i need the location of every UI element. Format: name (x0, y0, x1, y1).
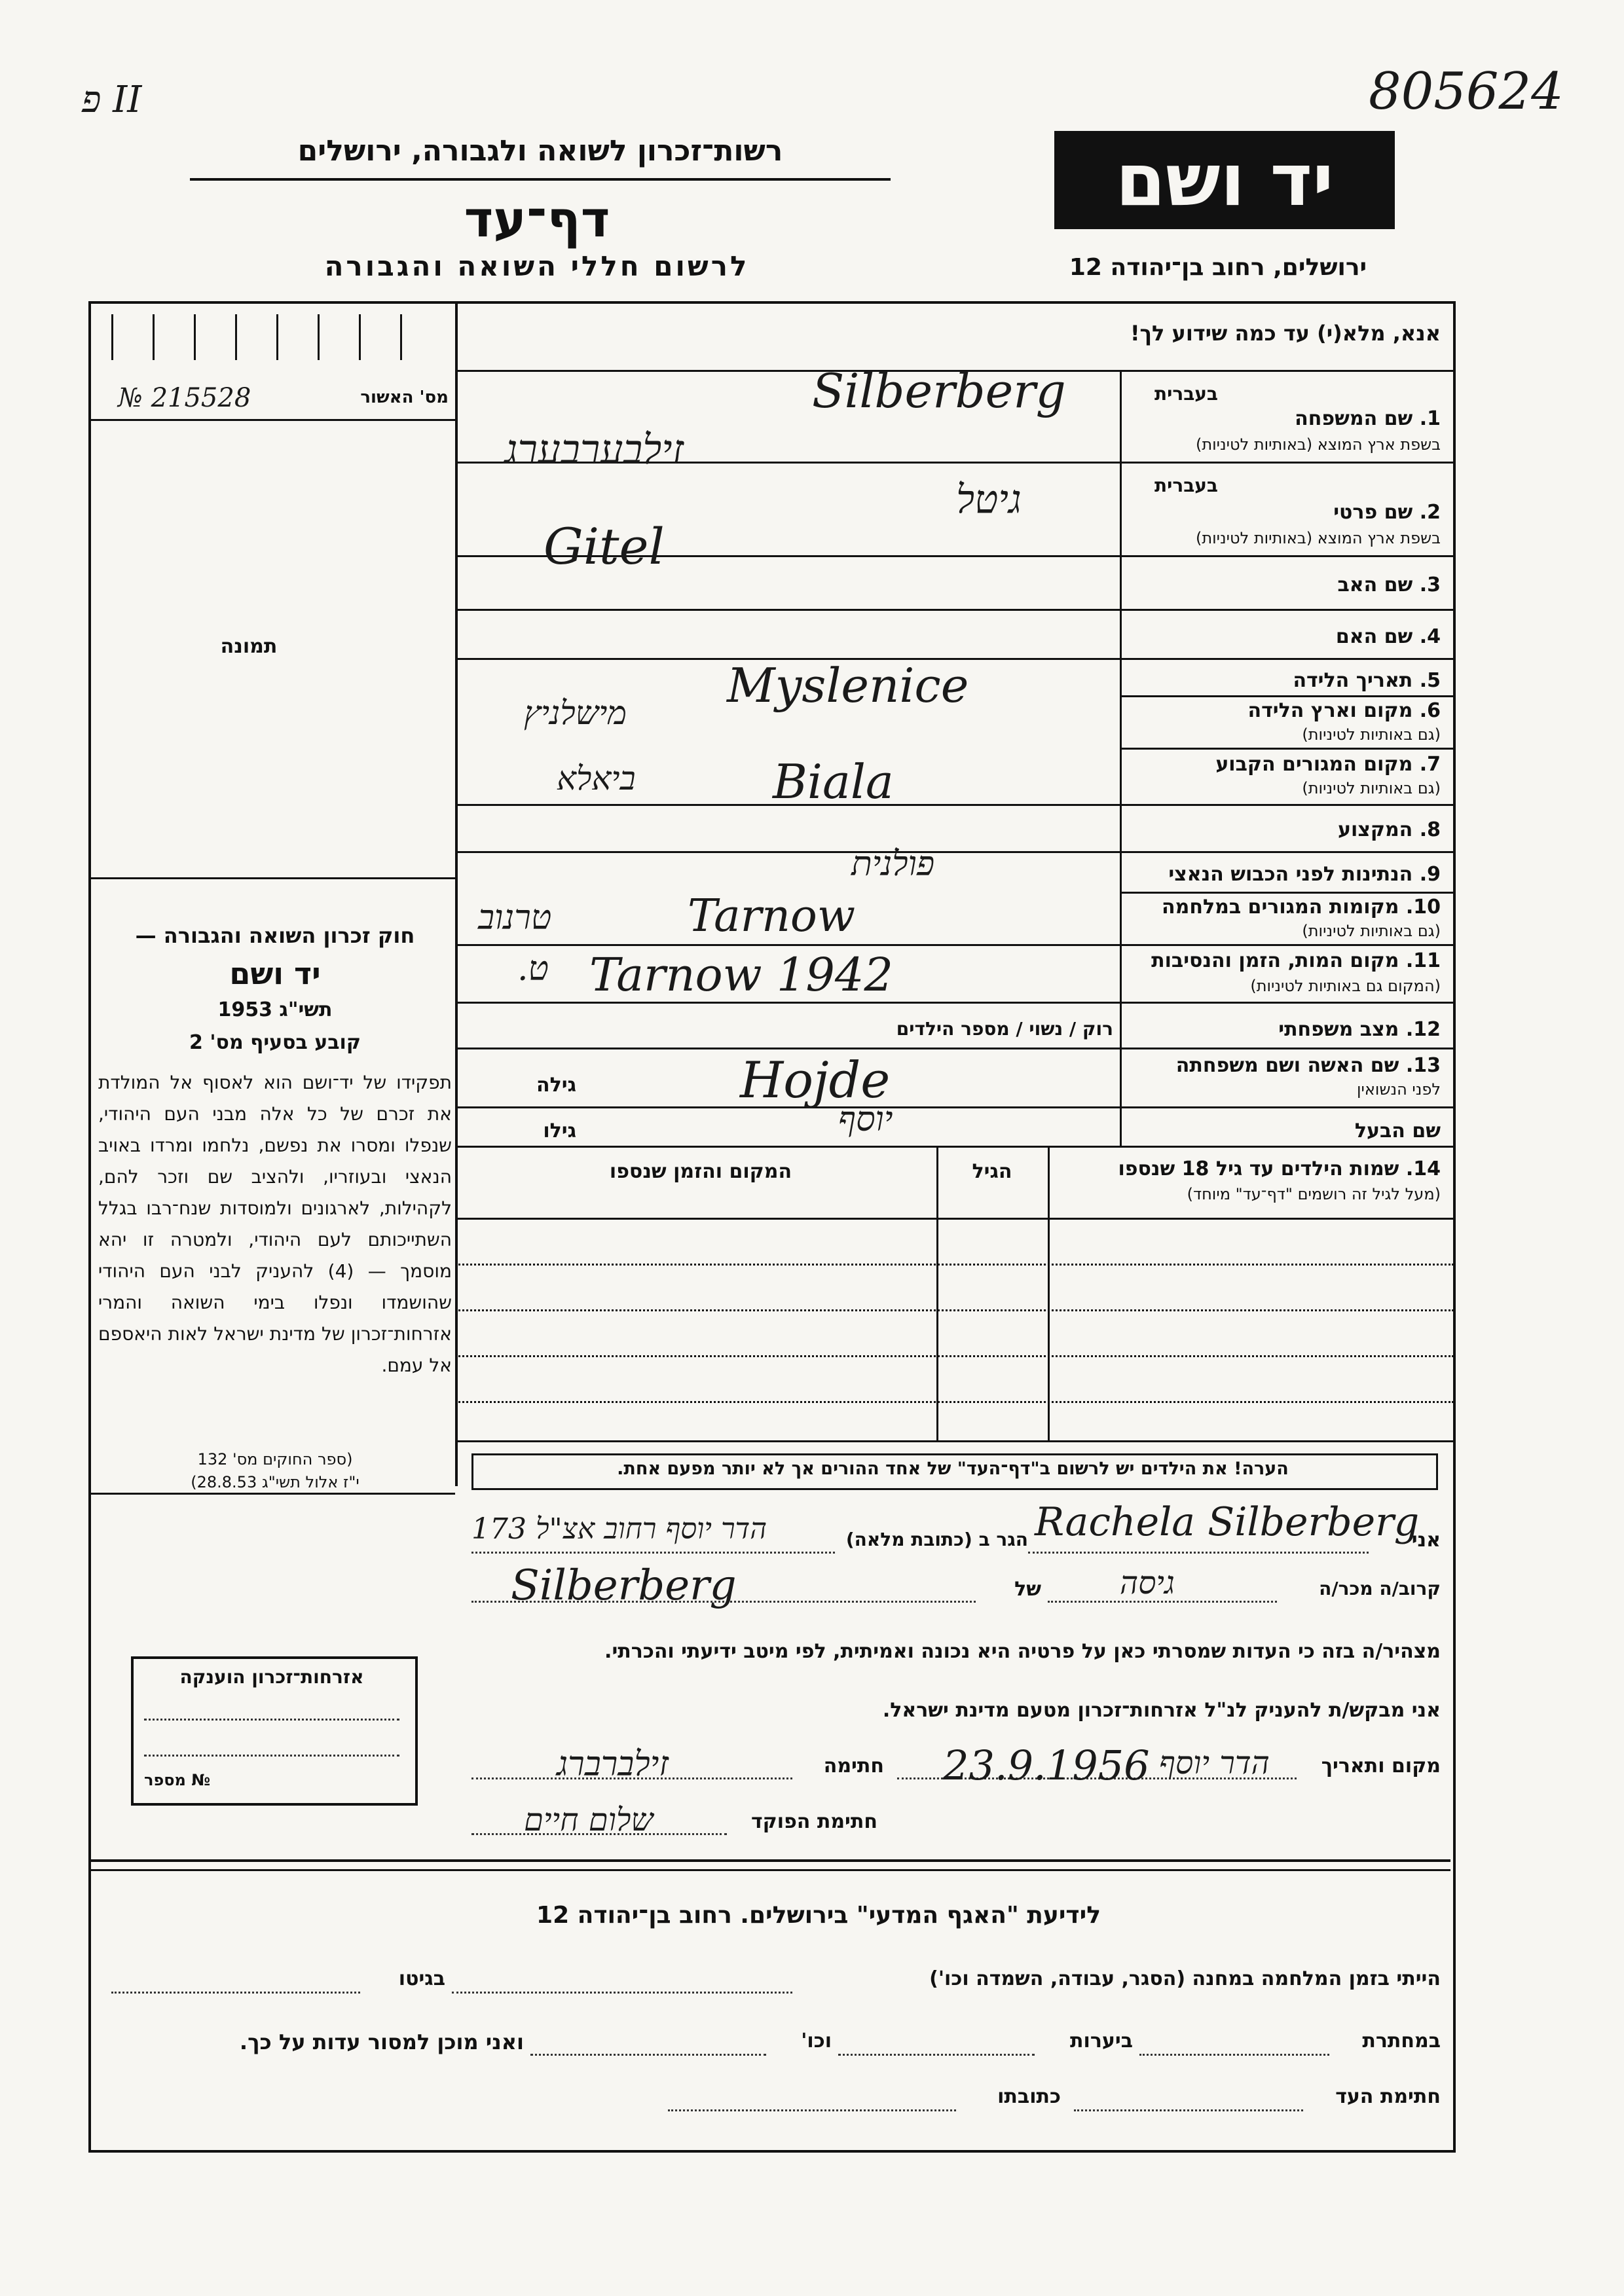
row-rule-12 (455, 1048, 1454, 1049)
hw-signature: זילברברג (557, 1745, 669, 1784)
hw-sig-place: הדר יוסף (1159, 1745, 1270, 1781)
footer-address: כתובתו (997, 2085, 1061, 2108)
authority-name: רשות־זכרון לשואה ולגבורה, ירושלים (297, 134, 783, 168)
law-year: תשי"ג 1953 (217, 998, 333, 1021)
hw-husband-name: יוסף (838, 1100, 893, 1139)
photo-label: תמונה (220, 635, 278, 658)
husband-label: שם הבעל (1354, 1120, 1441, 1142)
field-10-sub: (גם באותיות לטיניות) (1302, 922, 1441, 940)
law-name: יד ושם (229, 956, 321, 991)
footer-double-rule-1 (88, 1859, 1450, 1862)
footer-double-rule-2 (88, 1869, 1450, 1871)
hw-officer: שלום חיים (524, 1802, 654, 1838)
hw-war-residence-hebrew: טרנוב (478, 898, 552, 938)
hw-birthplace: Myslenice (727, 658, 969, 713)
children-age-col: הגיל (972, 1160, 1012, 1183)
hw-sig-date: 23.9.1956 (943, 1741, 1150, 1789)
field-10-label: 10. מקומות המגורים במלחמה (1162, 896, 1441, 919)
hw-declarant: Rachela Silberberg (1035, 1499, 1420, 1545)
children-col-divider-2 (936, 1146, 938, 1440)
wife-age-label: גילה (536, 1074, 576, 1097)
footer-underground: במחתרת (1362, 2030, 1441, 2052)
address: ירושלים, רחוב בן־יהודה 12 (1069, 254, 1367, 281)
request-text: אני מבקש/ת להעניק לנ"ל אזרחות־זכרון מטעם מדינת ישראל. (882, 1699, 1441, 1722)
field-11-sub: (המקום גם באותיות לטיניות) (1250, 977, 1441, 995)
field-1-label: 1. שם המשפחה (1295, 407, 1441, 430)
relative-label: קרוב/ה מכר/ה (1319, 1578, 1441, 1599)
children-table-bottom (455, 1440, 1454, 1442)
footer-title: לידיעת "האגף המדעי" בירושלים. רחוב בן־יהודה 12 (536, 1902, 1101, 1929)
law-clause: קובע בסעיף מס' 2 (189, 1031, 361, 1054)
children-row-4 (455, 1401, 1454, 1403)
field-14-sub: (מעל לגיל זה רושמים "דף־עד" מיוחד) (1187, 1185, 1441, 1203)
note: הערה! את הילדים יש לרשום ב"דף־העד" של אחד ההורים אך לא יותר מפעם אחת. (617, 1459, 1289, 1479)
address-line (471, 1552, 835, 1554)
field-3-label: 3. שם האב (1337, 574, 1441, 596)
row-rule-13 (455, 1106, 1454, 1108)
footer-ghetto: בגיטו (398, 1967, 445, 1990)
footer-witness-sig: חתימת העד (1335, 2085, 1441, 2108)
approval-number: № 215528 (118, 383, 251, 413)
form-title: דף־עד (464, 190, 610, 248)
hw-relative-of: Silberberg (511, 1561, 737, 1610)
approval-tick-boxes (111, 314, 441, 360)
hw-nationality: פולנית (851, 845, 935, 884)
footer-underground-line (1139, 2054, 1329, 2056)
law-text: תפקידו של יד־ושם הוא לאסוף אל המולדת את זכרם של כל אלה מבני העם היהודי, שנפלו ומסרו את נפשם, נלחמו ומרדו באויב הנאצי ובעוזריו, ולהציב שם וזכר להם, לקהילות, לארגונים ולמוסדות שנח־רבו בגלל השתייכותם לעם היהודי, ולמטרה זו יהא מוסמך — (4) להעניק לבני העם היהודי שהושמדו ונפלו בימי השואה והמרי אזרחות־זכרון של מדינת ישראל לאות היאספם אל עמם. (98, 1072, 452, 1376)
approval-rule (88, 419, 455, 421)
hw-residence: Biala (773, 754, 894, 809)
approval-label: מס' האשור (360, 388, 449, 407)
field-1-sub: בשפת ארץ המוצא (באותיות לטיניות) (1196, 435, 1441, 454)
hw-birthplace-hebrew: מישלניץ (524, 694, 627, 732)
form-subtitle: לרשום חללי השואה והגבורה (324, 250, 750, 282)
in-hebrew-2: בעברית (1154, 475, 1218, 496)
authority-underline (190, 178, 891, 181)
footer-forests-line (838, 2054, 1035, 2056)
footer-camp: הייתי בזמן המלחמה במחנה (הסגר, עבודה, השמדה וכו') (929, 1967, 1441, 1990)
row-rule-11 (455, 1002, 1454, 1004)
left-column-divider (455, 301, 458, 1486)
hw-given-latin: Gitel (544, 517, 665, 575)
field-8-label: 8. המקצוע (1338, 818, 1441, 841)
hw-relation: גיסה (1120, 1565, 1175, 1601)
hw-death-hebrew: ט. (517, 949, 549, 989)
row-rule-6 (1120, 748, 1454, 750)
stamp-number: מספר № (144, 1771, 211, 1789)
stamp-title: אזרחות־זכרון הוענקה (179, 1666, 364, 1688)
yad-vashem-logo: יד ושם (1054, 131, 1395, 229)
footer-camp-line (452, 1992, 792, 1994)
row-rule-5 (1120, 695, 1454, 697)
officer-sig-label: חתימת הפוקד (751, 1810, 877, 1833)
children-header-rule (455, 1218, 1454, 1220)
hw-war-residence: Tarnow (688, 890, 856, 942)
field-9-label: 9. הנתינות לפני הכבוש הנאצי (1168, 863, 1441, 886)
hw-death: Tarnow 1942 (589, 948, 893, 1002)
hw-surname-hebrew: זילבערבערג (504, 426, 684, 473)
law-source: (ספר החוקים מס' 132 (197, 1450, 353, 1468)
row-rule-14 (455, 1146, 1454, 1148)
footer-ghetto-line (111, 1992, 360, 1994)
row-rule-10 (455, 944, 1454, 946)
field-7-label: 7. מקום המגורים הקבוע (1215, 753, 1441, 776)
footer-witness-line (1074, 2109, 1303, 2111)
field-12-label: 12. מצב משפחתי (1278, 1018, 1441, 1041)
declaration-text: מצהיר/ה בזה כי העדות שמסרתי כאן על פרטיה היא נכונה ואמיתית, לפי מיטב ידיעתי והכרתי. (604, 1640, 1441, 1663)
footer-etc: וכו' (801, 2030, 832, 2052)
husband-age-label: גילו (543, 1120, 576, 1142)
field-6-sub: (גם באותיות לטיניות) (1302, 725, 1441, 744)
field-14-label: 14. שמות הילדים עד גיל 18 שנספו (1118, 1157, 1441, 1180)
footer-etc-line (530, 2054, 766, 2056)
field-11-label: 11. מקום המות, הזמן והנסיבות (1151, 949, 1441, 972)
hw-wife-name: Hojde (740, 1051, 891, 1109)
field-12-options: רוק / נשוי / מספר הילדים (896, 1018, 1113, 1040)
hw-given-hebrew: גיטל (956, 477, 1022, 522)
field-2-sub: בשפת ארץ המוצא (באותיות לטיניות) (1196, 529, 1441, 547)
hw-address: הדר יוסף רחוב אצ"ל 173 (471, 1512, 767, 1546)
stamp-line-1 (144, 1719, 399, 1721)
children-col-divider-1 (1048, 1146, 1050, 1440)
row-rule-7 (455, 804, 1454, 806)
in-hebrew-1: בעברית (1154, 383, 1218, 405)
law-source-date: י"ז אלול תשי"ג 28.8.53) (191, 1473, 360, 1491)
field-2-label: 2. שם פרטי (1333, 501, 1441, 524)
instruction: אנא, מלא(י) עד כמה שידוע לך! (1130, 321, 1441, 346)
children-place-col: המקום והזמן שנספו (609, 1160, 792, 1183)
field-7-sub: (גם באותיות לטיניות) (1302, 779, 1441, 797)
archive-number: 805624 (1369, 62, 1564, 121)
declarant-line (1028, 1552, 1369, 1554)
field-6-label: 6. מקום וארץ הלידה (1247, 699, 1441, 722)
i-label: אני (1411, 1529, 1441, 1552)
footer-address-line (668, 2109, 956, 2111)
hw-residence-hebrew: ביאלא (557, 759, 636, 797)
footer-ready: ואני מוכן למסור עדות על כך. (239, 2030, 524, 2054)
law-title: חוק זכרון השואה והגבורה — (135, 923, 415, 948)
label-column-divider (1120, 370, 1122, 1146)
children-row-1 (455, 1264, 1454, 1266)
place-date-label: מקום ותאריך (1321, 1755, 1441, 1777)
corner-mark: פ II (82, 79, 142, 121)
stamp-line-2 (144, 1755, 399, 1757)
signature-label: חתימה (823, 1755, 884, 1777)
hw-surname-latin: Silberberg (812, 363, 1066, 418)
of-label: של (1014, 1578, 1041, 1601)
field-5-label: 5. תאריך הלידה (1293, 669, 1441, 692)
field-13-label: 13. שם האשה ושם משפחתה (1175, 1054, 1441, 1077)
footer-forests: ביערות (1070, 2030, 1133, 2052)
row-rule-3 (455, 609, 1454, 611)
field-13-sub: לפני הנשואין (1356, 1080, 1441, 1099)
photo-bottom-rule (88, 877, 455, 879)
children-row-3 (455, 1355, 1454, 1357)
children-row-2 (455, 1309, 1454, 1311)
row-rule-8 (455, 851, 1454, 853)
row-rule-9 (1120, 892, 1454, 894)
residing-label: הגר ב (כתובת מלאה) (845, 1529, 1028, 1550)
left-column-bottom (88, 1493, 455, 1495)
field-4-label: 4. שם האם (1335, 625, 1441, 648)
